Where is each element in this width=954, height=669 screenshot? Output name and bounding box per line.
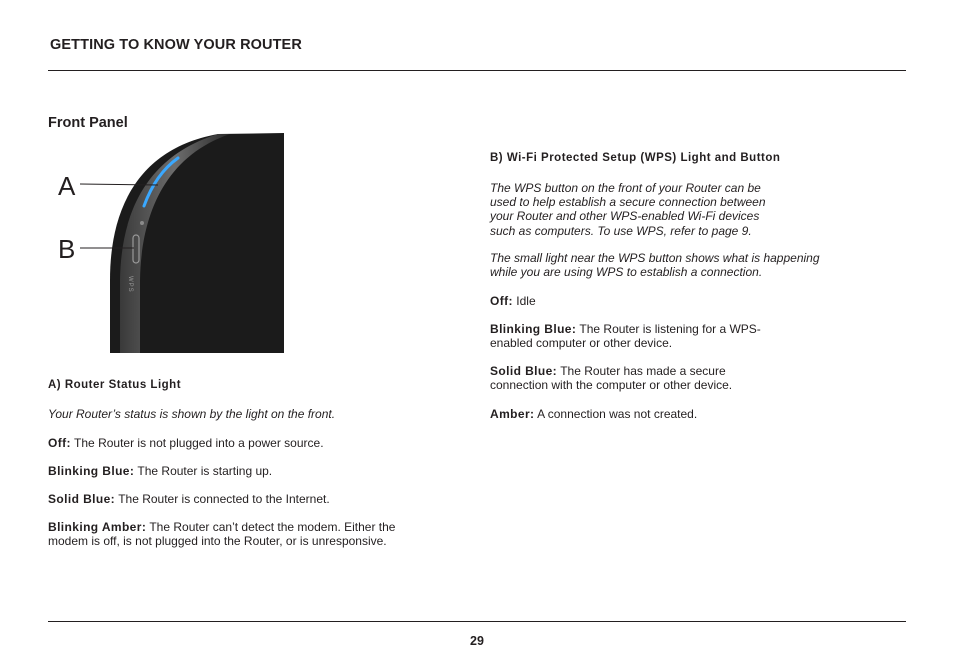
status-item-off xyxy=(48,436,448,450)
wps-light xyxy=(140,221,144,225)
wps-label: Blinking Blue: xyxy=(490,322,577,336)
status-text: The Router is starting up. xyxy=(134,464,273,478)
status-text: The Router is connected to the Internet. xyxy=(115,492,330,506)
router-front-illustration xyxy=(48,130,288,358)
wps-label: Solid Blue: xyxy=(490,364,558,378)
status-text: The Router can’t detect the modem. Either the xyxy=(146,520,396,534)
wps-paragraph-1-line: used to help establish a secure connection between xyxy=(490,195,766,210)
status-label: Solid Blue: xyxy=(48,492,116,506)
wps-paragraph-2 xyxy=(490,251,870,279)
wps-label: Off: xyxy=(490,294,513,308)
page-number: 29 xyxy=(470,634,484,648)
wps-text: Idle xyxy=(512,294,536,308)
router-status-intro: Your Router’s status is shown by the light on the front. xyxy=(48,407,336,421)
callout-a: A xyxy=(58,171,76,201)
status-item-blinking-blue xyxy=(48,464,448,478)
status-label: Blinking Blue: xyxy=(48,464,135,478)
page-header-title: GETTING TO KNOW YOUR ROUTER xyxy=(50,37,302,53)
status-text-line2: modem is off, is not plugged into the Router, or is unresponsive. xyxy=(48,534,387,549)
wps-item-blinking-blue xyxy=(490,322,870,350)
wps-item-off xyxy=(490,294,870,308)
status-text: The Router is not plugged into a power source. xyxy=(70,436,324,450)
router-status-heading: A) Router Status Light xyxy=(48,379,182,391)
wps-paragraph-1-line: The WPS button on the front of your Router can be xyxy=(490,181,761,195)
wps-paragraph-1-line: such as computers. To use WPS, refer to page 9. xyxy=(490,223,752,238)
wps-item-solid-blue xyxy=(490,364,870,392)
status-item-solid-blue xyxy=(48,492,448,506)
wps-text: A connection was not created. xyxy=(534,407,698,421)
status-item-blinking-amber xyxy=(48,520,448,548)
callout-b: B xyxy=(58,234,76,264)
wps-paragraph-1 xyxy=(490,181,870,238)
wps-text-line2: connection with the computer or other device. xyxy=(490,378,733,393)
wps-text: The Router has made a secure xyxy=(557,364,726,378)
wps-heading: B) Wi-Fi Protected Setup (WPS) Light and Button xyxy=(490,152,781,164)
wps-paragraph-1-line: your Router and other WPS-enabled Wi-Fi devices xyxy=(490,209,760,224)
wps-item-amber xyxy=(490,407,870,421)
status-label: Off: xyxy=(48,436,71,450)
header-rule xyxy=(48,70,906,71)
wps-label: WPS xyxy=(127,276,133,293)
wps-paragraph-2-line: while you are using WPS to establish a connection. xyxy=(490,265,763,280)
wps-text: The Router is listening for a WPS- xyxy=(576,322,761,336)
wps-paragraph-2-line: The small light near the WPS button shows what is happening xyxy=(490,251,820,265)
wps-text-line2: enabled computer or other device. xyxy=(490,336,673,351)
wps-label: Amber: xyxy=(490,407,535,421)
front-panel-title: Front Panel xyxy=(48,115,128,131)
status-label: Blinking Amber: xyxy=(48,520,147,534)
footer-rule xyxy=(48,621,906,622)
